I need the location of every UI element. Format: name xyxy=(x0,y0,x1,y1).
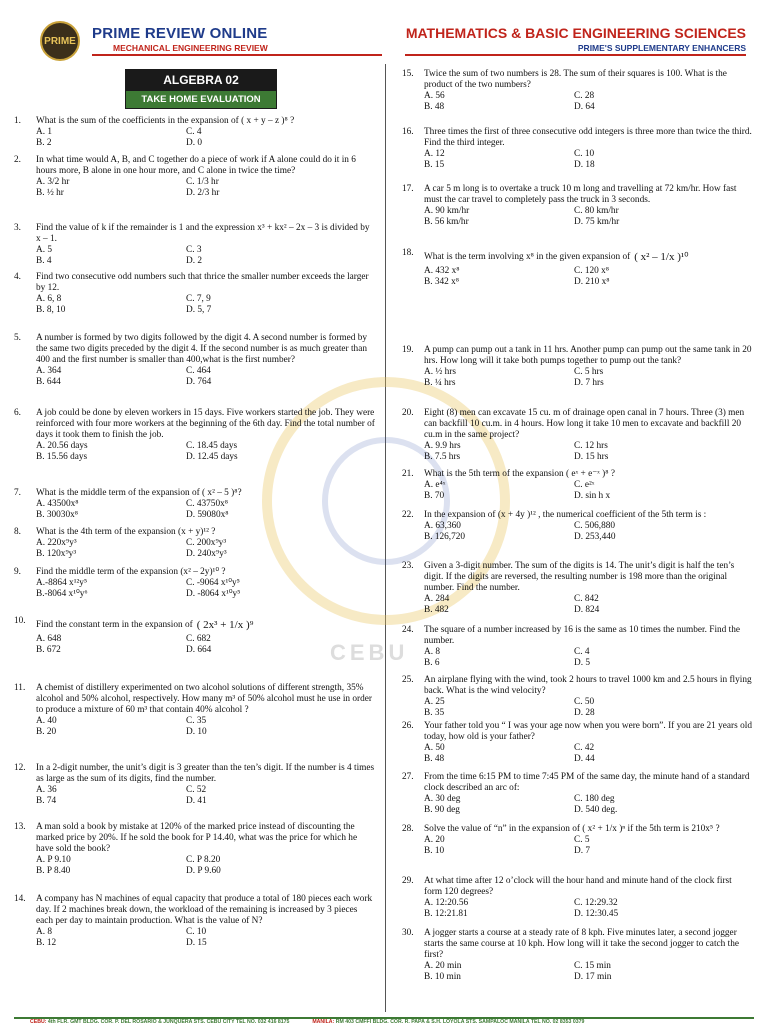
answer-option: B. 20 xyxy=(36,727,57,737)
question-number: 16. xyxy=(402,127,414,137)
question-text xyxy=(36,763,376,785)
question-text xyxy=(36,683,376,716)
answer-option: B. 8, 10 xyxy=(36,305,66,315)
answer-options xyxy=(424,961,752,983)
question-stem: Find the middle term of the expansion (x² – 2y)¹⁰ ? xyxy=(36,567,226,577)
question-item xyxy=(14,488,376,521)
answer-option: A. 12:20.56 xyxy=(424,898,469,908)
answer-option: D. sin h x xyxy=(574,491,611,501)
question-text xyxy=(424,824,752,835)
answer-options xyxy=(424,480,752,502)
question-item xyxy=(402,510,752,543)
question-text xyxy=(36,527,376,538)
question-number: 3. xyxy=(14,223,21,233)
exam-title-box xyxy=(125,69,277,109)
question-number: 9. xyxy=(14,567,21,577)
question-item xyxy=(14,894,376,949)
answer-option: D. 44 xyxy=(574,754,595,764)
question-number: 17. xyxy=(402,184,414,194)
question-number: 23. xyxy=(402,561,414,571)
answer-option: B. 672 xyxy=(36,645,61,655)
question-text xyxy=(424,675,752,697)
question-text xyxy=(36,408,376,441)
question-number: 11. xyxy=(14,683,26,693)
answer-option: A. 8 xyxy=(424,647,441,657)
answer-option: D. 0 xyxy=(186,138,203,148)
answer-option: C. 842 xyxy=(574,594,599,604)
question-item xyxy=(402,248,752,288)
answer-option: C. 5 hrs xyxy=(574,367,604,377)
answer-option: B. 12 xyxy=(36,938,57,948)
question-item xyxy=(402,561,752,616)
answer-option: B. 482 xyxy=(424,605,449,615)
question-stem: What is the term involving x⁸ in the given expansion of xyxy=(424,252,631,263)
question-text xyxy=(36,894,376,927)
answer-options xyxy=(36,785,376,807)
answer-option: C. 10 xyxy=(574,149,595,159)
answer-option: A. 90 km/hr xyxy=(424,206,470,216)
question-number: 20. xyxy=(402,408,414,418)
answer-option: B. ½ hr xyxy=(36,188,64,198)
question-item xyxy=(14,763,376,807)
answer-option: D. 17 min xyxy=(574,972,612,982)
question-text xyxy=(424,772,752,794)
question-number: 6. xyxy=(14,408,21,418)
question-text xyxy=(424,876,752,898)
question-number: 4. xyxy=(14,272,21,282)
answer-option: A. 364 xyxy=(36,366,62,376)
answer-options xyxy=(424,206,752,228)
question-stem: Eight (8) men can excavate 15 cu. m of drainage open canal in 7 hours. Three (3) men can backfill 10 cu.m. in 4 hours. How long it take 10 men to excavate and backfill 20 cu.m in the same project? xyxy=(424,408,745,440)
prime-logo: PRIME xyxy=(40,21,80,61)
question-text xyxy=(36,822,376,855)
page-header xyxy=(0,0,768,68)
question-stem: In what time would A, B, and C together do a piece of work if A alone could do it in 6 hours more, B alone in one hour more, and C alone in twice the time? xyxy=(36,155,356,176)
answer-option: D. 64 xyxy=(574,102,595,112)
question-text xyxy=(36,223,376,245)
question-expression: ( x² – 1/x )¹⁰ xyxy=(634,251,689,263)
question-number: 18. xyxy=(402,248,414,258)
question-item xyxy=(14,155,376,199)
question-item xyxy=(402,127,752,171)
question-number: 12. xyxy=(14,763,26,773)
answer-option: C. 180 deg xyxy=(574,794,615,804)
answer-option: A. 8 xyxy=(36,927,53,937)
answer-option: A. 25 xyxy=(424,697,445,707)
answer-option: B. 10 min xyxy=(424,972,461,982)
answer-options xyxy=(36,578,376,600)
answer-options xyxy=(424,743,752,765)
question-text xyxy=(424,625,752,647)
answer-option: A. 43500x⁸ xyxy=(36,499,79,509)
answer-options xyxy=(424,91,752,113)
answer-option: D. 664 xyxy=(186,645,212,655)
brand-subtitle: MECHANICAL ENGINEERING REVIEW xyxy=(113,43,268,53)
question-item xyxy=(402,184,752,228)
answer-option: C. 80 km/hr xyxy=(574,206,619,216)
question-number: 30. xyxy=(402,928,414,938)
answer-option: D. 75 km/hr xyxy=(574,217,620,227)
answer-option: D. 764 xyxy=(186,377,212,387)
answer-option: C. -9064 x¹⁰y⁵ xyxy=(186,578,240,588)
answer-option: D. 253,440 xyxy=(574,532,616,542)
question-stem: A man sold a book by mistake at 120% of the marked price instead of discounting the marked price by 20%. If he sold the book for P 14.40, what was the price for which he have sold the book? xyxy=(36,822,358,854)
header-rule-right xyxy=(405,54,746,56)
question-text xyxy=(36,616,376,634)
question-text xyxy=(36,333,376,366)
question-stem: Find the constant term in the expansion of xyxy=(36,620,193,631)
answer-option: B. 48 xyxy=(424,754,445,764)
answer-option: D. 18 xyxy=(574,160,595,170)
question-stem: The square of a number increased by 16 is the same as 10 times the number. Find the number. xyxy=(424,625,741,646)
question-stem: A company has N machines of equal capacity that produce a total of 180 pieces each work day. If 2 machines break down, the workload of the remaining is increased by 3 pieces each per day to maintain production. What is the value of N? xyxy=(36,894,373,926)
answer-option: B. 30030x⁸ xyxy=(36,510,78,520)
question-number: 21. xyxy=(402,469,414,479)
question-stem: A car 5 m long is to overtake a truck 10 m long and travelling at 72 km/hr. How fast must the car travel to completely pass the truck in 3 seconds. xyxy=(424,184,737,205)
answer-option: D. 240x⁹y³ xyxy=(186,549,227,559)
question-item xyxy=(14,333,376,388)
answer-option: C. 120 x⁸ xyxy=(574,266,610,276)
answer-option: A. 5 xyxy=(36,245,53,255)
answer-option: B. 342 x⁸ xyxy=(424,277,460,287)
answer-option: A. ½ hrs xyxy=(424,367,457,377)
answer-option: A. 1 xyxy=(36,127,53,137)
question-item xyxy=(14,567,376,600)
question-item xyxy=(14,527,376,560)
question-text xyxy=(424,469,752,480)
question-text xyxy=(36,567,376,578)
answer-option: A.-8864 x¹²y⁵ xyxy=(36,578,88,588)
answer-options xyxy=(36,441,376,463)
answer-options xyxy=(36,927,376,949)
question-stem: What is the sum of the coefficients in the expansion of ( x + y – z )⁸ ? xyxy=(36,116,295,126)
answer-options xyxy=(424,521,752,543)
question-text xyxy=(36,155,376,177)
question-number: 22. xyxy=(402,510,414,520)
answer-option: D. 824 xyxy=(574,605,600,615)
question-number: 14. xyxy=(14,894,26,904)
answer-option: B. 48 xyxy=(424,102,445,112)
answer-option: B. 6 xyxy=(424,658,440,668)
answer-option: B. P 8.40 xyxy=(36,866,71,876)
question-stem: What is the 4th term of the expansion (x + y)¹² ? xyxy=(36,527,216,537)
answer-option: D. 41 xyxy=(186,796,207,806)
answer-option: A. P 9.10 xyxy=(36,855,71,865)
question-item xyxy=(14,223,376,267)
footer-cebu-label: CEBU: xyxy=(30,1019,47,1025)
answer-option: A. 6, 8 xyxy=(36,294,62,304)
answer-options xyxy=(36,294,376,316)
question-text xyxy=(424,561,752,594)
answer-option: A. 284 xyxy=(424,594,450,604)
answer-option: C. P 8.20 xyxy=(186,855,221,865)
answer-option: A. 20 xyxy=(424,835,445,845)
watermark-text: CEBU xyxy=(330,640,409,665)
question-item xyxy=(402,876,752,920)
exam-title: ALGEBRA 02 xyxy=(125,69,277,91)
question-number: 13. xyxy=(14,822,26,832)
question-stem: An airplane flying with the wind, took 2 hours to travel 1000 km and 2.5 hours in flying back. What is the wind velocity? xyxy=(424,675,752,696)
answer-options xyxy=(36,855,376,877)
page-footer xyxy=(30,1019,750,1025)
answer-option: B. 35 xyxy=(424,708,445,718)
answer-options xyxy=(36,716,376,738)
footer-manila-address: RM 403 CMFFI BLDG. COR. R. PAPA & S.H. LOYOLA STS. SAMPALOC MANILA TEL NO. 02 8353 0379 xyxy=(335,1019,585,1025)
footer-cebu-address: 4th FLR. GMT BLDG. COR. P. DEL ROSARIO & JUNQUERA STS. CEBU CITY TEL NO. 032 416 8175 xyxy=(47,1019,290,1025)
answer-option: D. 15 xyxy=(186,938,207,948)
question-stem: Given a 3-digit number. The sum of the digits is 14. The unit’s digit is half the ten’s digit. If the digits are reversed, the resulting number is 198 more than the original number. Find the number. xyxy=(424,561,735,593)
question-stem: A job could be done by eleven workers in 15 days. Five workers started the job. They were reinforced with four more workers at the beginning of the 6th day. Find the total number of days it took them to finish the job. xyxy=(36,408,375,440)
question-text xyxy=(424,184,752,206)
question-number: 28. xyxy=(402,824,414,834)
answer-options xyxy=(424,441,752,463)
answer-option: A. 30 deg xyxy=(424,794,461,804)
question-item xyxy=(14,272,376,316)
answer-option: C. 4 xyxy=(574,647,590,657)
answer-option: A. 648 xyxy=(36,634,62,644)
question-item xyxy=(402,928,752,983)
question-text xyxy=(424,721,752,743)
column-divider xyxy=(385,64,386,1012)
question-item xyxy=(402,675,752,719)
answer-option: D. 2/3 hr xyxy=(186,188,220,198)
question-number: 7. xyxy=(14,488,21,498)
question-number: 19. xyxy=(402,345,414,355)
question-stem: A pump can pump out a tank in 11 hrs. Another pump can pump out the same tank in 20 hrs. How long will it take both pumps together to pump out the tank? xyxy=(424,345,752,366)
answer-option: C. 52 xyxy=(186,785,207,795)
answer-options xyxy=(424,266,752,288)
question-text xyxy=(424,408,752,441)
answer-option: D. -8064 x¹⁰y⁵ xyxy=(186,589,241,599)
answer-option: A. 9.9 hrs xyxy=(424,441,461,451)
question-number: 24. xyxy=(402,625,414,635)
exam-subtitle: TAKE HOME EVALUATION xyxy=(125,91,277,109)
answer-option: A. 220x⁹y³ xyxy=(36,538,77,548)
answer-option: C. 464 xyxy=(186,366,211,376)
answer-option: B. 56 km/hr xyxy=(424,217,469,227)
question-stem: In the expansion of (x + 4y )¹² , the numerical coefficient of the 5th term is : xyxy=(424,510,707,520)
answer-option: A. 20 min xyxy=(424,961,462,971)
question-number: 10. xyxy=(14,616,26,626)
subject-title: MATHEMATICS & BASIC ENGINEERING SCIENCES xyxy=(405,25,746,41)
question-number: 2. xyxy=(14,155,21,165)
answer-option: C. 15 min xyxy=(574,961,611,971)
question-stem: A chemist of distillery experimented on two alcohol solutions of different strength, 35% alcohol and 50% alcohol, respectively. How many m³ of 50% alcohol must he use in order to produce a mixture of 60 m³ that contain 40% alcohol ? xyxy=(36,683,373,715)
question-number: 27. xyxy=(402,772,414,782)
question-item xyxy=(402,824,752,857)
answer-options xyxy=(36,366,376,388)
answer-option: D. 5 xyxy=(574,658,591,668)
answer-option: B. 126,720 xyxy=(424,532,466,542)
answer-options xyxy=(424,367,752,389)
question-text xyxy=(424,69,752,91)
question-number: 8. xyxy=(14,527,21,537)
question-item xyxy=(402,772,752,816)
question-item xyxy=(402,469,752,502)
question-text xyxy=(424,510,752,521)
answer-option: C. 12:29.32 xyxy=(574,898,618,908)
answer-option: B. 7.5 hrs xyxy=(424,452,461,462)
answer-option: A. 20.56 days xyxy=(36,441,88,451)
answer-options xyxy=(424,835,752,857)
question-item xyxy=(14,683,376,738)
answer-option: A. e⁴ˣ xyxy=(424,480,446,490)
answer-option: A. 63,360 xyxy=(424,521,461,531)
answer-option: B. 70 xyxy=(424,491,445,501)
answer-option: B.-8064 x¹⁰y⁶ xyxy=(36,589,88,599)
answer-option: B. 644 xyxy=(36,377,61,387)
answer-option: C. 28 xyxy=(574,91,595,101)
answer-option: D. 7 xyxy=(574,846,591,856)
answer-options xyxy=(36,499,376,521)
answer-option: C. 3 xyxy=(186,245,202,255)
answer-option: C. 42 xyxy=(574,743,595,753)
question-item xyxy=(402,408,752,463)
answer-option: B. 15 xyxy=(424,160,445,170)
answer-options xyxy=(36,634,376,656)
answer-option: B. 2 xyxy=(36,138,52,148)
header-rule-left xyxy=(92,54,382,56)
question-text xyxy=(36,116,376,127)
answer-options xyxy=(424,794,752,816)
answer-options xyxy=(36,245,376,267)
question-stem: Your father told you “ I was your age now when you were born”. If you are 21 years old today, how old is your father? xyxy=(424,721,752,742)
answer-option: D. 210 x⁸ xyxy=(574,277,610,287)
answer-option: D. 12.45 days xyxy=(186,452,238,462)
answer-option: C. 35 xyxy=(186,716,207,726)
question-item xyxy=(14,408,376,463)
answer-option: A. 36 xyxy=(36,785,57,795)
answer-option: B. 90 deg xyxy=(424,805,460,815)
answer-option: C. 10 xyxy=(186,927,207,937)
question-item xyxy=(402,721,752,765)
answer-option: C. 506,880 xyxy=(574,521,616,531)
brand-title: PRIME REVIEW ONLINE xyxy=(92,25,268,42)
question-stem: From the time 6:15 PM to time 7:45 PM of the same day, the minute hand of a standard clock described an arc of: xyxy=(424,772,750,793)
answer-options xyxy=(36,538,376,560)
answer-option: B. 4 xyxy=(36,256,52,266)
answer-option: B. ¼ hrs xyxy=(424,378,456,388)
answer-option: C. 18.45 days xyxy=(186,441,238,451)
question-text xyxy=(424,248,752,266)
answer-options xyxy=(36,177,376,199)
answer-option: A. 432 x⁸ xyxy=(424,266,460,276)
question-stem: Solve the value of “n” in the expansion of ( x² + 1/x )ⁿ if the 5th term is 210x⁵ ? xyxy=(424,824,720,834)
question-number: 26. xyxy=(402,721,414,731)
answer-option: C. 5 xyxy=(574,835,590,845)
subject-subtitle: PRIME'S SUPPLEMENTARY ENHANCERS xyxy=(577,43,746,53)
question-stem: Find the value of k if the remainder is 1 and the expression x³ + kx² – 2x – 3 is divided by x – 1. xyxy=(36,223,370,244)
answer-option: D. 12:30.45 xyxy=(574,909,619,919)
question-text xyxy=(424,345,752,367)
answer-options xyxy=(424,697,752,719)
answer-options xyxy=(424,898,752,920)
answer-options xyxy=(424,647,752,669)
answer-option: D. 15 hrs xyxy=(574,452,609,462)
question-item xyxy=(14,616,376,656)
question-text xyxy=(424,928,752,961)
answer-option: D. 10 xyxy=(186,727,207,737)
question-expression: ( 2x³ + 1/x )⁹ xyxy=(196,619,254,631)
answer-option: A. 56 xyxy=(424,91,445,101)
answer-option: A. 40 xyxy=(36,716,57,726)
question-item xyxy=(14,822,376,877)
question-stem: Find two consecutive odd numbers such that thrice the smaller number exceeds the larger by 12. xyxy=(36,272,369,293)
question-number: 29. xyxy=(402,876,414,886)
answer-option: A. 12 xyxy=(424,149,445,159)
answer-option: C. 1/3 hr xyxy=(186,177,219,187)
question-stem: What is the 5th term of the expansion ( eˣ + e⁻ˣ )⁸ ? xyxy=(424,469,615,479)
answer-options xyxy=(424,149,752,171)
footer-manila-label: MANILA: xyxy=(312,1019,335,1025)
answer-option: C. 43750x⁸ xyxy=(186,499,228,509)
answer-option: A. 3/2 hr xyxy=(36,177,70,187)
question-number: 5. xyxy=(14,333,21,343)
answer-option: D. 7 hrs xyxy=(574,378,604,388)
answer-option: C. 200x⁹y³ xyxy=(186,538,227,548)
answer-options xyxy=(424,594,752,616)
question-item xyxy=(402,625,752,669)
question-item xyxy=(402,69,752,113)
answer-option: B. 120x⁹y³ xyxy=(36,549,77,559)
answer-option: C. 682 xyxy=(186,634,211,644)
question-stem: At what time after 12 o’clock will the hour hand and minute hand of the clock first form 120 degrees? xyxy=(424,876,732,897)
answer-option: C. e²ˣ xyxy=(574,480,595,490)
answer-option: A. 50 xyxy=(424,743,445,753)
question-stem: What is the middle term of the expansion of ( x² – 5 )⁸? xyxy=(36,488,242,498)
question-item xyxy=(14,116,376,149)
question-stem: A number is formed by two digits followed by the digit 4. A second number is formed by the same two digits preceded by the digit 4. If the second number is as much greater than 400 and the first number is smaller than 400,what is the first number? xyxy=(36,333,368,365)
answer-option: B. 74 xyxy=(36,796,57,806)
question-number: 1. xyxy=(14,116,21,126)
answer-options xyxy=(36,127,376,149)
question-number: 15. xyxy=(402,69,414,79)
question-number: 25. xyxy=(402,675,414,685)
question-stem: A jogger starts a course at a steady rate of 8 kph. Five minutes later, a second jogger starts the same course at 10 kph. How long will it take the second jogger to catch the first? xyxy=(424,928,739,960)
answer-option: D. P 9.60 xyxy=(186,866,221,876)
answer-option: D. 59080x⁸ xyxy=(186,510,229,520)
answer-option: B. 12:21.81 xyxy=(424,909,468,919)
answer-option: D. 28 xyxy=(574,708,595,718)
answer-option: C. 7, 9 xyxy=(186,294,211,304)
question-stem: In a 2-digit number, the unit’s digit is 3 greater than the ten’s digit. If the number is 4 times as large as the sum of its digits, find the number. xyxy=(36,763,375,784)
answer-option: C. 4 xyxy=(186,127,202,137)
answer-option: B. 15.56 days xyxy=(36,452,88,462)
answer-option: C. 12 hrs xyxy=(574,441,608,451)
answer-option: D. 2 xyxy=(186,256,203,266)
answer-option: B. 10 xyxy=(424,846,445,856)
question-item xyxy=(402,345,752,389)
question-stem: Twice the sum of two numbers is 28. The sum of their squares is 100. What is the product of the two numbers? xyxy=(424,69,727,90)
answer-option: D. 540 deg. xyxy=(574,805,618,815)
question-text xyxy=(424,127,752,149)
question-text xyxy=(36,272,376,294)
answer-option: D. 5, 7 xyxy=(186,305,212,315)
answer-option: C. 50 xyxy=(574,697,595,707)
question-text xyxy=(36,488,376,499)
question-stem: Three times the first of three consecutive odd integers is three more than twice the third. Find the third integer. xyxy=(424,127,752,148)
